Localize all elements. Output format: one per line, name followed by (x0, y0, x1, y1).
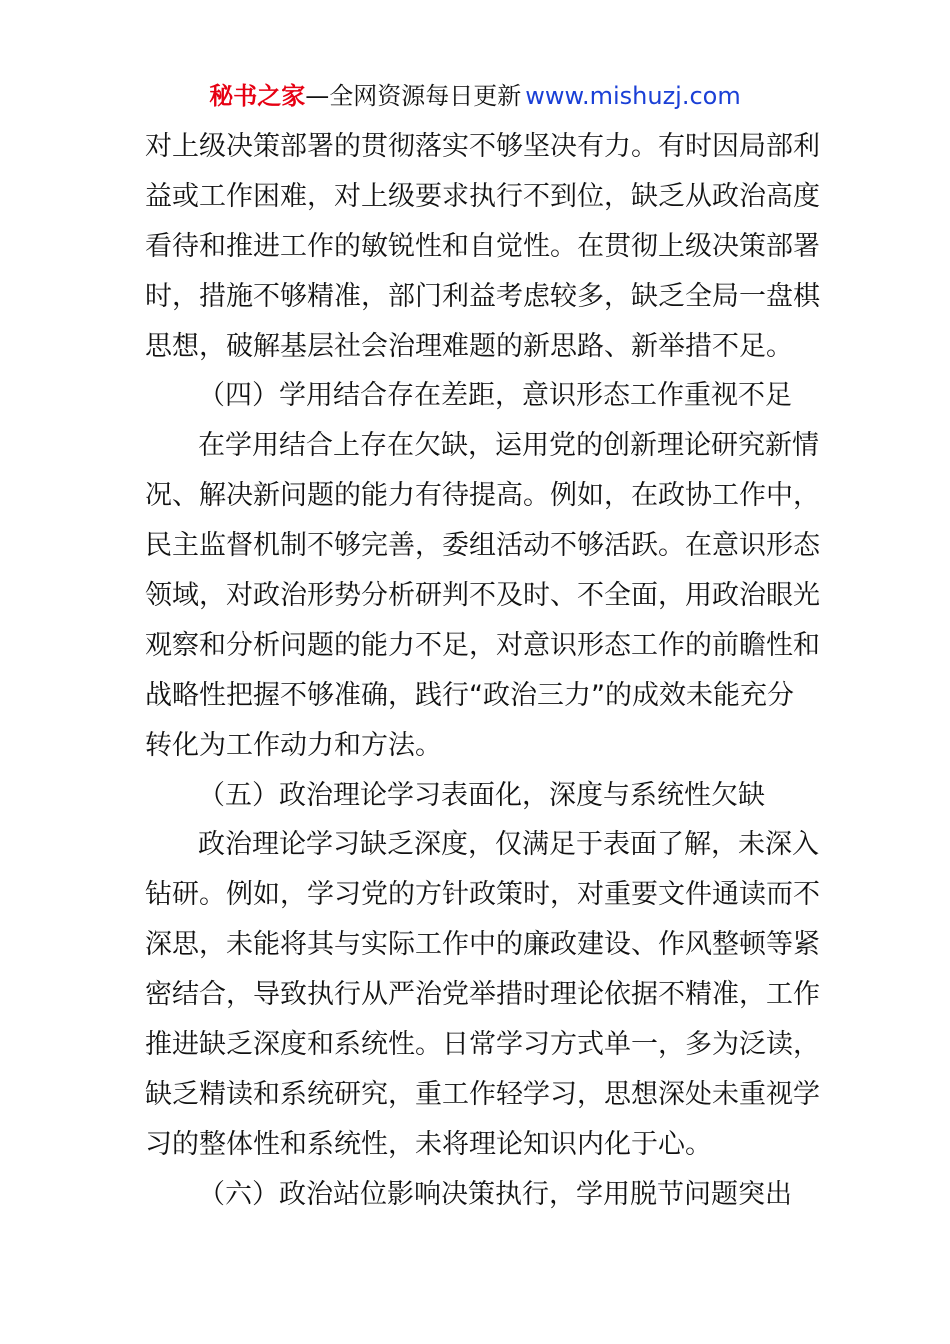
text-line: 深思，未能将其与实际工作中的廉政建设、作风整顿等紧 (145, 929, 820, 961)
paragraph-start: 政治理论学习缺乏深度，仅满足于表面了解，未深入 (198, 829, 819, 861)
text-line: 况、解决新问题的能力有待提高。例如，在政协工作中， (145, 480, 820, 512)
text-line: 对上级决策部署的贯彻落实不够坚决有力。有时因局部利 (145, 131, 820, 162)
document-body (145, 122, 820, 1220)
brand-name: 秘书之家 (209, 82, 306, 110)
text-line: 领域，对政治形势分析研判不及时、不全面，用政治眼光 (145, 580, 820, 612)
text-line: 钻研。例如，学习党的方针政策时，对重要文件通读而不 (145, 879, 820, 911)
section-heading: （六）政治站位影响决策执行，学用脱节问题突出 (198, 1178, 792, 1210)
site-header (0, 80, 950, 112)
section-heading: （四）学用结合存在差距，意识形态工作重视不足 (198, 380, 792, 412)
section-heading: （五）政治理论学习表面化，深度与系统性欠缺 (198, 779, 765, 811)
text-line: 观察和分析问题的能力不足，对意识形态工作的前瞻性和 (145, 629, 820, 661)
text-line: 转化为工作动力和方法。 (145, 729, 442, 761)
paragraph-start: 在学用结合上存在欠缺，运用党的创新理论研究新情 (198, 430, 819, 462)
text-line: 益或工作困难，对上级要求执行不到位，缺乏从政治高度 (145, 180, 820, 212)
header-slogan: —全网资源每日更新 (305, 82, 522, 110)
text-line: 思想，破解基层社会治理难题的新思路、新举措不足。 (145, 330, 793, 362)
text-line: 密结合，导致执行从严治党举措时理论依据不精准，工作 (145, 979, 820, 1011)
text-line: 推进缺乏深度和系统性。日常学习方式单一，多为泛读， (145, 1029, 820, 1061)
text-line: 缺乏精读和系统研究，重工作轻学习，思想深处未重视学 (145, 1078, 820, 1110)
text-line: 看待和推进工作的敏锐性和自觉性。在贯彻上级决策部署 (145, 230, 820, 262)
text-line: 民主监督机制不够完善，委组活动不够活跃。在意识形态 (145, 530, 820, 562)
text-line: 习的整体性和系统性，未将理论知识内化于心。 (145, 1128, 712, 1160)
site-url[interactable]: www.mishuzj.com (525, 82, 741, 110)
text-line: 时，措施不够精准，部门利益考虑较多，缺乏全局一盘棋 (145, 280, 820, 312)
text-line: 战略性把握不够准确，践行“政治三力”的成效未能充分 (145, 679, 794, 711)
